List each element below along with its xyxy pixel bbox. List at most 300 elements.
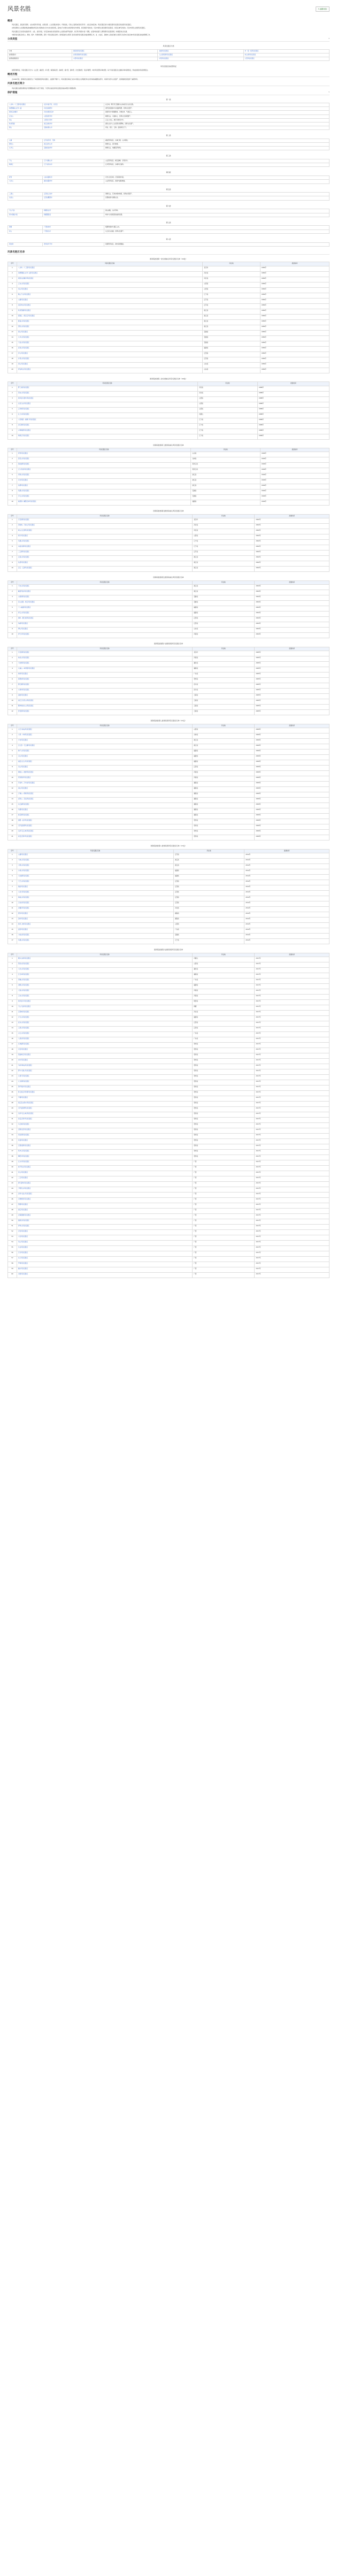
row-name-link[interactable]: 罗城风景名胜区 (18, 1263, 28, 1265)
row-name-cell[interactable] (17, 984, 193, 992)
row-name-cell[interactable] (17, 968, 193, 976)
row-name-link[interactable]: 莲花山风景名胜区 (18, 458, 29, 460)
row-name-link[interactable]: 八达岭－十三陵风景名胜区 (18, 266, 35, 269)
row-name-cell[interactable] (17, 776, 193, 782)
row-name-link[interactable]: 五大连池风景名胜区 (18, 469, 31, 471)
types-link-text[interactable]: 国家级风景名胜区 (73, 50, 85, 52)
row-name-link[interactable]: 扎兰屯风景名胜区 (18, 413, 29, 415)
types-link-text[interactable]: 中型风景名胜区 (159, 57, 169, 59)
row-name-link[interactable]: 太极洞风景名胜区 (18, 596, 29, 598)
row-name-link[interactable]: 九洞天风景名胜区 (18, 1075, 29, 1077)
row-name-link[interactable]: 七星岩风景名胜区 (18, 1038, 29, 1040)
row-name-link[interactable]: 大峪谷风景名胜区 (18, 934, 29, 936)
row-name-link[interactable]: 琅琊山风景名胜区 (18, 490, 29, 492)
row-name-cell[interactable] (17, 835, 193, 840)
profile-name-link[interactable]: 八达岭－十三陵风景名胜区 (9, 104, 26, 106)
collapse-icon[interactable]: ▾ (328, 91, 330, 94)
row-name-cell[interactable] (17, 1160, 193, 1166)
row-name-link[interactable]: 黄山风景名胜区 (18, 331, 28, 333)
row-name-link[interactable]: 九华山风景名胜区 (18, 336, 29, 338)
row-name-link[interactable]: 杭州西湖风景名胜区 (18, 309, 31, 311)
row-name-link[interactable]: 东江湖风景名胜区 (18, 804, 29, 806)
row-name-cell[interactable] (17, 452, 191, 457)
row-name-link[interactable]: 瓮安江界河风景名胜区 (18, 1118, 32, 1120)
row-name-link[interactable]: 井冈山风景名胜区 (18, 357, 29, 360)
row-name-link[interactable]: 桃源洞－鳞隐石林风景名胜区 (18, 501, 36, 503)
profile-location-link[interactable]: 湖北省随州市 (44, 180, 52, 182)
row-name-cell[interactable] (17, 556, 193, 564)
profile-name-link[interactable]: 恒山 (9, 119, 12, 121)
row-name-link[interactable]: 德夯风景名胜区 (18, 913, 28, 915)
row-name-cell[interactable] (17, 853, 174, 859)
row-name-link[interactable]: 十八重溪风景名胜区 (18, 607, 31, 609)
row-name-cell[interactable] (17, 896, 174, 901)
row-name-link[interactable]: 滇池风景名胜区 (18, 694, 28, 697)
row-name-cell[interactable] (17, 402, 198, 407)
row-name-cell[interactable] (17, 529, 193, 534)
profile-location-link[interactable]: 安徽省池州市 (44, 147, 52, 149)
row-name-cell[interactable] (17, 1182, 193, 1190)
row-name-cell[interactable] (17, 907, 174, 915)
row-name-link[interactable]: 泰山风景名胜区 (18, 363, 28, 365)
row-name-cell[interactable] (17, 590, 193, 595)
row-name-cell[interactable] (17, 271, 203, 277)
row-name-link[interactable]: 大金湖风景名胜区 (18, 875, 29, 877)
row-name-cell[interactable] (17, 1235, 193, 1241)
row-name-link[interactable]: 万石山风景名胜区 (18, 1016, 29, 1019)
row-name-cell[interactable] (17, 386, 198, 391)
row-name-cell[interactable] (17, 1027, 193, 1035)
row-name-link[interactable]: 瑞金风景名胜区 (18, 886, 28, 888)
row-name-link[interactable]: 赤水风景名胜区 (18, 1059, 28, 1061)
types-link[interactable] (158, 57, 243, 60)
row-name-link[interactable]: 大洪山风景名胜区 (18, 968, 29, 970)
row-name-link[interactable]: 秦皇岛北戴河风景名胜区 (18, 277, 34, 279)
profile-name-cell[interactable] (8, 209, 43, 213)
row-name-link[interactable]: 西柏坡－天桂山风景名胜区 (18, 524, 35, 526)
profile-name-cell[interactable] (8, 147, 43, 150)
row-name-cell[interactable] (17, 601, 193, 609)
row-name-link[interactable]: 湄潭－沿河风景名胜区 (18, 820, 32, 822)
row-name-cell[interactable] (17, 330, 203, 335)
row-name-cell[interactable] (17, 561, 193, 567)
row-name-cell[interactable] (17, 819, 193, 824)
row-name-cell[interactable] (17, 423, 198, 429)
row-name-cell[interactable] (17, 473, 191, 479)
row-name-cell[interactable] (17, 1037, 193, 1043)
collapse-icon[interactable]: ▾ (328, 37, 330, 40)
row-name-link[interactable]: 红石林风景名胜区 (18, 974, 29, 976)
row-name-cell[interactable] (17, 1257, 193, 1265)
row-name-cell[interactable] (17, 1246, 193, 1254)
profile-name-cell[interactable] (8, 126, 43, 129)
row-name-link[interactable]: 恒山风景名胜区 (18, 288, 28, 290)
row-name-cell[interactable] (17, 824, 193, 830)
profile-name-cell[interactable] (8, 226, 43, 230)
profile-name-link[interactable]: 织金洞 (9, 243, 13, 245)
row-name-cell[interactable] (17, 341, 203, 346)
row-name-link[interactable]: 郑州黄河风景名胜区 (18, 777, 31, 779)
profile-name-cell[interactable] (8, 230, 43, 233)
row-name-cell[interactable] (17, 303, 203, 309)
row-name-cell[interactable] (17, 699, 193, 705)
row-name-link[interactable]: 融水风景名胜区 (18, 1268, 28, 1270)
profile-name-link[interactable]: 杭州西湖 (9, 123, 15, 125)
row-name-cell[interactable] (17, 880, 174, 885)
row-name-link[interactable]: 天竺山风景名胜区 (18, 881, 29, 883)
profile-location-link[interactable]: 江西省鹰潭市 (44, 197, 52, 199)
profile-name-cell[interactable] (8, 107, 43, 111)
row-name-link[interactable]: 灵山风景名胜区 (18, 766, 28, 768)
row-name-cell[interactable] (17, 368, 203, 373)
row-name-link[interactable]: 花溪风景名胜区 (18, 1140, 28, 1142)
types-link-text[interactable]: 自然景观类风景名胜区 (73, 53, 87, 56)
row-name-cell[interactable] (17, 633, 193, 638)
row-name-link[interactable]: 百里峡风景名胜区 (18, 1011, 29, 1013)
row-name-cell[interactable] (17, 391, 198, 396)
row-name-cell[interactable] (17, 656, 193, 662)
profile-location-link[interactable]: 河北省承德市 (44, 108, 52, 110)
row-name-link[interactable]: 万佛山－侗寨风景名胜区 (18, 793, 34, 795)
row-name-cell[interactable] (17, 282, 203, 287)
row-name-link[interactable]: 佛子山风景名胜区 (18, 750, 29, 752)
row-name-link[interactable]: 江郎山风景名胜区 (18, 556, 29, 559)
row-name-cell[interactable] (17, 545, 193, 551)
row-name-cell[interactable] (17, 1080, 193, 1086)
row-name-link[interactable]: 红水河风景名胜区 (18, 1161, 29, 1163)
row-name-link[interactable]: 百丈漈－飞云湖风景名胜区 (18, 745, 35, 747)
row-name-cell[interactable] (17, 1139, 193, 1147)
row-name-cell[interactable] (17, 760, 193, 766)
row-name-cell[interactable] (17, 293, 203, 298)
row-name-link[interactable]: 云台山风景名胜区 (18, 995, 29, 997)
row-name-cell[interactable] (17, 1198, 193, 1206)
profile-name-cell[interactable] (8, 193, 43, 199)
row-name-link[interactable]: 黎平侗乡风景名胜区 (18, 1086, 31, 1088)
row-name-link[interactable]: 三江风景名胜区 (18, 1177, 28, 1179)
row-name-link[interactable]: 都江堰风景名胜区 (18, 684, 29, 686)
row-name-cell[interactable] (17, 798, 193, 806)
row-name-link[interactable]: 鞍山千山风景名胜区 (18, 293, 31, 295)
row-name-cell[interactable] (17, 1219, 193, 1225)
profile-location-link[interactable]: 江西省上饶市 (44, 193, 52, 195)
row-name-cell[interactable] (17, 885, 174, 891)
row-name-cell[interactable] (17, 622, 193, 628)
profile-location-link[interactable]: 广西崇左市 (44, 230, 51, 232)
row-name-link[interactable]: 舞阳河风景名胜区 (18, 1156, 29, 1158)
row-name-link[interactable]: 青岛崂山风景名胜区 (18, 368, 31, 370)
row-name-link[interactable]: 龟峰风景名胜区 (18, 623, 28, 625)
row-name-cell[interactable] (17, 434, 198, 439)
row-name-cell[interactable] (17, 277, 203, 282)
row-name-link[interactable]: 九嶷山－舜帝陵风景名胜区 (18, 668, 35, 670)
row-name-cell[interactable] (17, 923, 174, 931)
row-name-cell[interactable] (17, 830, 193, 838)
row-name-link[interactable]: 沿河乌江山峡风景名胜区 (18, 830, 34, 832)
row-name-link[interactable]: 乌江峡风景名胜区 (18, 1123, 29, 1126)
row-name-cell[interactable] (17, 479, 191, 487)
row-name-link[interactable]: 平塘风景名胜区 (18, 1097, 28, 1099)
row-name-cell[interactable] (17, 1273, 193, 1278)
row-name-cell[interactable] (17, 412, 198, 418)
row-name-cell[interactable] (17, 1048, 193, 1053)
row-name-link[interactable]: 阳泉关风景名胜区 (18, 963, 29, 965)
row-name-cell[interactable] (17, 1203, 193, 1209)
row-name-link[interactable]: 乐业风景名胜区 (18, 1247, 28, 1249)
row-name-link[interactable]: 龙宫风景名胜区 (18, 1049, 28, 1051)
row-name-cell[interactable] (17, 1032, 193, 1040)
row-name-link[interactable]: 石花洞风景名胜区 (18, 519, 29, 521)
profile-name-link[interactable]: 九华山 (9, 147, 13, 149)
row-name-cell[interactable] (17, 1171, 193, 1176)
row-name-cell[interactable] (17, 808, 193, 814)
row-name-link[interactable]: 苗岭风景名胜区 (18, 918, 28, 920)
row-name-link[interactable]: 五台山风景名胜区 (18, 282, 29, 285)
row-name-link[interactable]: 紫云格凸河穿洞风景名胜区 (18, 1091, 35, 1094)
row-name-link[interactable]: 花山风景名胜区 (18, 1172, 28, 1174)
row-name-link[interactable]: 沿河乌江山峡风景名胜区 (18, 1113, 34, 1115)
row-name-cell[interactable] (17, 1187, 193, 1193)
row-name-link[interactable]: 北海银滩风景名胜区 (18, 1214, 31, 1217)
row-name-cell[interactable] (17, 1016, 193, 1024)
row-name-link[interactable]: 清源山风景名胜区 (18, 984, 29, 987)
types-link[interactable] (243, 57, 329, 60)
row-name-cell[interactable] (17, 429, 198, 434)
row-name-link[interactable]: 桃花源风景名胜区 (18, 814, 29, 816)
row-name-link[interactable]: 白云山风景名胜区 (18, 1033, 29, 1035)
row-name-link[interactable]: 雪窦山风景名胜区 (18, 474, 29, 476)
row-name-link[interactable]: 红枫湖风景名胜区 (18, 1043, 29, 1045)
row-name-link[interactable]: 天山天池风景名胜区 (18, 1006, 31, 1008)
profile-name-cell[interactable] (8, 139, 43, 142)
row-name-link[interactable]: 太湖风景名胜区 (18, 854, 28, 856)
row-name-link[interactable]: 三江源风景名胜区 (18, 551, 29, 553)
row-name-link[interactable]: 虎形山－花瑶风景名胜区 (18, 798, 34, 800)
row-name-link[interactable]: 花山谜窟－渐江风景名胜区 (18, 601, 35, 603)
types-link-text[interactable]: 人文景观类风景名胜区 (159, 53, 173, 56)
row-name-link[interactable]: 黄河壶口瀑布风景名胜区 (18, 397, 34, 399)
row-name-cell[interactable] (17, 939, 174, 944)
row-name-link[interactable]: 福安白云山风景名胜区 (18, 761, 32, 763)
row-name-link[interactable]: 荔波樟江风景名胜区 (18, 1054, 31, 1056)
row-name-link[interactable]: 宝山风景名胜区 (18, 755, 28, 758)
row-name-link[interactable]: 武功山风景名胜区 (18, 1022, 29, 1024)
row-name-link[interactable]: 织金洞风景名胜区 (18, 1134, 29, 1136)
row-name-link[interactable]: 苍岩山风景名胜区 (18, 392, 29, 394)
row-name-cell[interactable] (17, 346, 203, 351)
profile-name-cell[interactable] (8, 103, 43, 110)
row-name-cell[interactable] (17, 617, 193, 625)
profile-name-link[interactable]: 三清山 (9, 193, 13, 195)
row-name-link[interactable]: 凤凰风景名胜区 (18, 809, 28, 811)
profile-name-link[interactable]: 天山天池 (9, 210, 15, 212)
row-name-cell[interactable] (17, 651, 193, 656)
row-name-link[interactable]: 普陀山风景名胜区 (18, 325, 29, 327)
row-name-link[interactable]: 本溪水洞风景名胜区 (18, 546, 31, 548)
row-name-cell[interactable] (17, 287, 203, 293)
row-name-link[interactable]: 桂平西山风景名胜区 (18, 1166, 31, 1168)
row-name-cell[interactable] (17, 891, 174, 899)
row-name-cell[interactable] (17, 418, 198, 423)
row-name-link[interactable]: 涠洲岛风景名胜区 (18, 1220, 29, 1222)
row-name-cell[interactable] (17, 989, 193, 995)
row-name-link[interactable]: 腾冲地热火山风景名胜区 (18, 705, 34, 707)
row-name-cell[interactable] (17, 407, 198, 412)
profile-name-cell[interactable] (8, 159, 43, 166)
types-link[interactable] (72, 49, 158, 53)
row-name-link[interactable]: 天姥山风景名胜区 (18, 859, 29, 861)
profile-name-cell[interactable] (8, 143, 43, 147)
row-name-cell[interactable] (17, 875, 174, 883)
types-link[interactable] (72, 53, 158, 57)
row-name-link[interactable]: 鸭绿江风景名胜区 (18, 434, 29, 437)
row-name-link[interactable]: 普者黑风景名胜区 (18, 710, 29, 713)
types-link[interactable] (243, 53, 329, 57)
row-name-link[interactable]: 大别山风景名胜区 (18, 990, 29, 992)
row-name-cell[interactable] (17, 534, 193, 540)
row-name-link[interactable]: 德天瀑布风景名胜区 (18, 1182, 31, 1184)
row-name-link[interactable]: 碛口风景名胜区 (18, 535, 28, 537)
row-name-link[interactable]: 承德避暑山庄外八庙风景名胜区 (18, 272, 38, 274)
row-name-link[interactable]: 百里杜鹃风景名胜区 (18, 1145, 31, 1147)
row-name-cell[interactable] (17, 1043, 193, 1051)
row-name-link[interactable]: 梅岭－滕王阁风景名胜区 (18, 617, 34, 620)
profile-location-link[interactable]: 山西省大同市 (44, 119, 52, 121)
row-name-link[interactable]: 小武当风景名胜区 (18, 891, 29, 893)
row-name-cell[interactable] (17, 298, 203, 303)
row-name-cell[interactable] (17, 1021, 193, 1027)
row-name-link[interactable]: 嵊泗列岛风景名胜区 (18, 591, 31, 593)
row-name-link[interactable]: 镜泊湖风景名胜区 (18, 463, 29, 465)
row-name-cell[interactable] (17, 1064, 193, 1069)
row-name-cell[interactable] (17, 1123, 193, 1131)
row-name-link[interactable]: 梅州风景名胜区 (18, 673, 28, 675)
row-name-cell[interactable] (17, 319, 203, 325)
row-name-link[interactable]: 青云山风景名胜区 (18, 612, 29, 614)
types-link[interactable] (158, 49, 243, 53)
profile-name-link[interactable]: 秦皇岛北戴河 (9, 111, 18, 113)
row-name-cell[interactable] (17, 335, 203, 341)
row-name-cell[interactable] (17, 484, 191, 490)
row-name-cell[interactable] (17, 928, 174, 934)
profile-location-link[interactable]: 安徽省黄山市 (44, 126, 52, 128)
profile-location-link[interactable]: 浙江省舟山市 (44, 143, 52, 146)
row-name-cell[interactable] (17, 814, 193, 822)
row-name-link[interactable]: 大化风景名胜区 (18, 1236, 28, 1238)
profile-name-link[interactable]: 库木塔格沙漠 (9, 213, 18, 216)
row-name-cell[interactable] (17, 683, 193, 689)
row-name-cell[interactable] (17, 792, 193, 798)
row-name-cell[interactable] (17, 357, 203, 362)
row-name-cell[interactable] (17, 771, 193, 779)
row-name-cell[interactable] (17, 1096, 193, 1102)
profile-name-link[interactable]: 承德避暑山庄外八庙 (9, 108, 22, 110)
types-link[interactable] (72, 57, 158, 60)
row-name-link[interactable]: 杨岐山风景名胜区 (18, 897, 29, 899)
row-name-cell[interactable] (17, 1230, 193, 1238)
row-name-link[interactable]: 凤山风景名胜区 (18, 1241, 28, 1243)
row-name-link[interactable]: 安顺龙宫风景名胜区 (18, 1129, 31, 1131)
row-name-link[interactable]: 龙胜风景名胜区 (18, 1273, 28, 1275)
row-name-link[interactable]: 阳朔风景名胜区 (18, 1204, 28, 1206)
row-name-link[interactable]: 黄果树风景名胜区 (18, 678, 29, 681)
profile-name-cell[interactable] (8, 176, 43, 180)
row-name-link[interactable]: 巴马风景名胜区 (18, 1252, 28, 1254)
row-name-link[interactable]: 方岩风景名胜区 (18, 739, 28, 742)
row-name-cell[interactable] (17, 463, 191, 471)
row-name-link[interactable]: 黄河三峡风景名胜区 (18, 923, 31, 926)
row-name-cell[interactable] (17, 1214, 193, 1222)
row-name-link[interactable]: 金石滩风景名胜区 (18, 424, 29, 426)
row-name-link[interactable]: 北戴河风景名胜区 (18, 907, 29, 909)
row-name-cell[interactable] (17, 973, 193, 979)
row-name-cell[interactable] (17, 309, 203, 314)
row-name-cell[interactable] (17, 1091, 193, 1099)
row-name-cell[interactable] (17, 1155, 193, 1160)
row-name-link[interactable]: 都匀斗篷山风景名胜区 (18, 1070, 32, 1072)
row-name-link[interactable]: 百色风景名胜区 (18, 1230, 28, 1233)
row-name-cell[interactable] (17, 500, 191, 506)
row-name-link[interactable]: 凤凰山风景名胜区 (18, 540, 29, 542)
row-name-link[interactable]: 太湖风景名胜区 (18, 299, 28, 301)
row-name-cell[interactable] (17, 1075, 193, 1083)
row-name-cell[interactable] (17, 1241, 193, 1249)
row-name-link[interactable]: 林虑山风景名胜区 (18, 657, 29, 659)
row-name-cell[interactable] (17, 540, 193, 548)
types-link[interactable] (243, 49, 329, 53)
row-name-link[interactable]: 齐云山风景名胜区 (18, 495, 29, 498)
row-name-link[interactable]: 天台山风景名胜区 (18, 585, 29, 587)
row-name-cell[interactable] (17, 755, 193, 763)
profile-location-link[interactable]: 山西省忻州市 (44, 115, 52, 117)
row-name-cell[interactable] (17, 585, 193, 593)
profile-name-cell[interactable] (8, 163, 43, 167)
row-name-cell[interactable] (17, 1069, 193, 1075)
profile-location-link[interactable]: 江苏省苏州、无锡 (44, 139, 55, 141)
row-name-link[interactable]: 兴城海滨风景名胜区 (18, 429, 31, 431)
row-name-link[interactable]: 仙居风景名胜区 (18, 562, 28, 564)
profile-location-link[interactable]: 新疆昌吉州 (44, 210, 51, 212)
profile-name-link[interactable]: 龙虎山 (9, 197, 13, 199)
row-name-cell[interactable] (17, 266, 203, 271)
types-link-text[interactable]: 综合类风景名胜区 (244, 53, 256, 56)
profile-location-link[interactable]: 广西桂林市 (44, 226, 51, 228)
profile-location-link[interactable]: 辽宁省鞍山市 (44, 160, 52, 162)
profile-name-cell[interactable] (8, 114, 43, 118)
row-name-link[interactable]: 梵净山风景名胜区 (18, 1150, 29, 1152)
row-name-cell[interactable] (17, 957, 193, 962)
profile-location-link[interactable]: 山东省潍坊市 (44, 177, 52, 179)
profile-name-link[interactable]: 大洪山 (9, 180, 13, 182)
row-name-link[interactable]: 崆山白云洞风景名胜区 (18, 530, 32, 532)
profile-name-link[interactable]: 普陀山 (9, 143, 13, 146)
row-name-link[interactable]: 温泉风景名胜区 (18, 929, 28, 931)
row-name-cell[interactable] (17, 869, 174, 875)
row-name-cell[interactable] (17, 351, 203, 357)
profile-name-link[interactable]: 鸭绿江 (9, 164, 13, 166)
row-name-link[interactable]: 石花洞风景名胜区 (18, 652, 29, 654)
row-name-cell[interactable] (17, 1000, 193, 1008)
row-name-link[interactable]: 金秀大瑶山风景名胜区 (18, 1193, 32, 1195)
row-name-cell[interactable] (17, 457, 191, 463)
row-name-link[interactable]: 青秀山风景名胜区 (18, 1225, 29, 1227)
row-name-cell[interactable] (17, 1059, 193, 1067)
row-name-link[interactable]: 云居山风景名胜区 (18, 1027, 29, 1029)
row-name-cell[interactable] (17, 1262, 193, 1267)
row-name-link[interactable]: 九寨沟风景名胜区 (18, 689, 29, 691)
profile-location-link[interactable]: 北京市昌平区、延庆区 (44, 104, 58, 106)
row-name-cell[interactable] (17, 1144, 193, 1150)
